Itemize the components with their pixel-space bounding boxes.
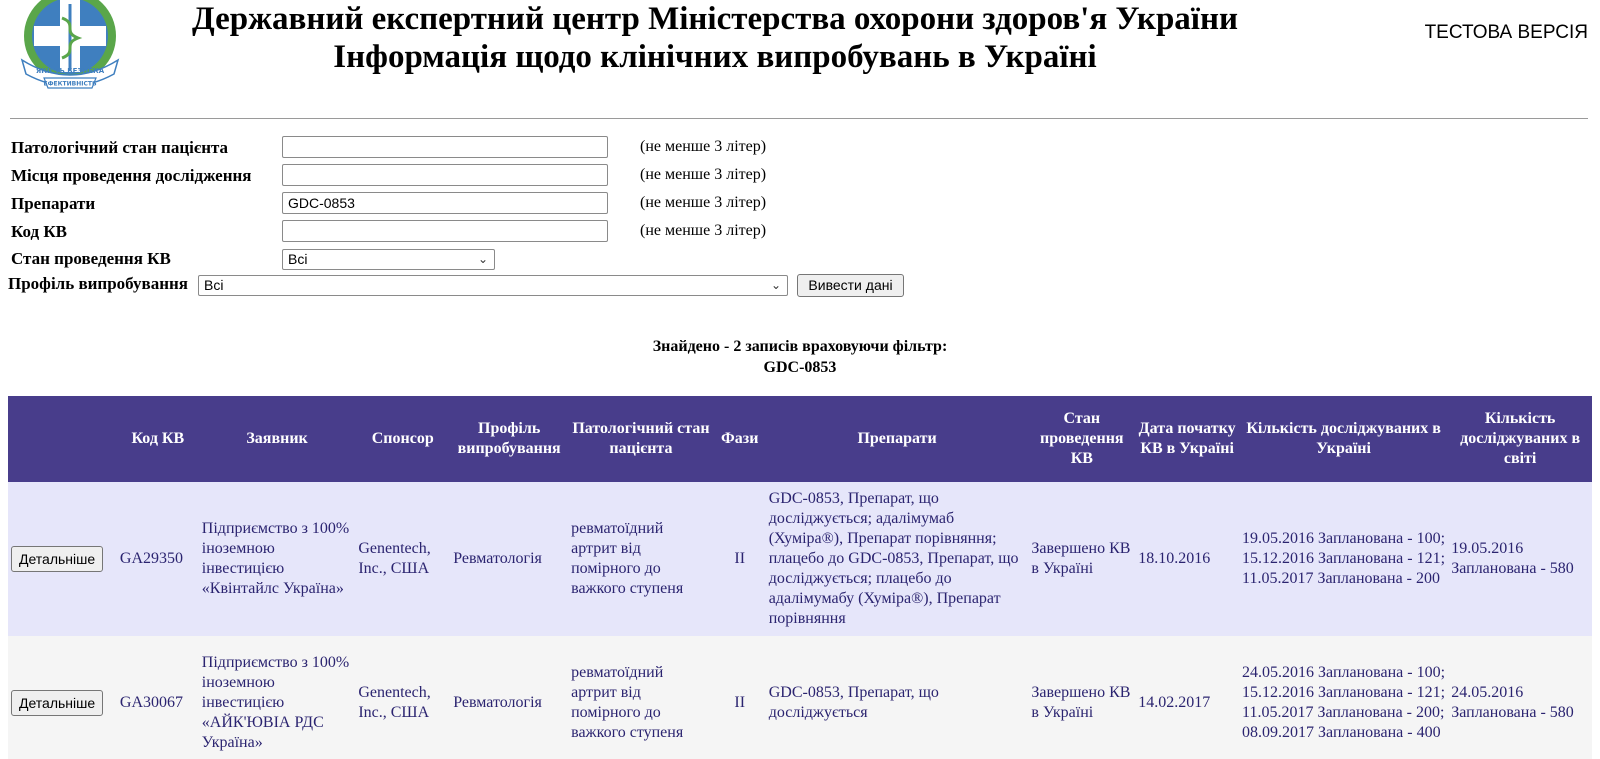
row-sponsor: Genentech, Inc., США bbox=[355, 482, 450, 636]
profile-select[interactable] bbox=[198, 275, 788, 296]
profile-select-value: Всі bbox=[204, 277, 224, 293]
pathology-hint: (не менше 3 літер) bbox=[640, 138, 767, 155]
row-code: GA29350 bbox=[117, 482, 199, 636]
row-phase: II bbox=[714, 636, 766, 759]
header-divider bbox=[10, 118, 1588, 119]
row-actions-cell bbox=[8, 636, 117, 759]
details-button[interactable]: Детальніше bbox=[11, 546, 103, 572]
row-drugs: GDC-0853, Препарат, що досліджується; адалімумаб (Хуміра®), Препарат порівняння; плацебо до GDC-0853, Препарат, що досліджується; плацебо до адалімумабу (Хуміра®), Препарат порівняння bbox=[766, 482, 1029, 636]
status-select-value: Всі bbox=[288, 251, 308, 267]
code-input[interactable] bbox=[282, 220, 608, 242]
sites-hint: (не менше 3 літер) bbox=[640, 166, 767, 183]
row-start-date: 18.10.2016 bbox=[1135, 482, 1239, 636]
title-line-2: Інформація щодо клінічних випробувань в Україні bbox=[333, 39, 1097, 75]
row-profile: Ревматологія bbox=[450, 636, 568, 759]
drugs-input[interactable] bbox=[282, 192, 608, 214]
row-count-world: 19.05.2016 Запланована - 580 bbox=[1448, 482, 1592, 636]
row-status: Завершено КВ в Україні bbox=[1028, 636, 1135, 759]
header-sponsor: Спонсор bbox=[355, 396, 450, 482]
test-version-label: ТЕСТОВА ВЕРСІЯ bbox=[1424, 22, 1588, 43]
row-status: Завершено КВ в Україні bbox=[1028, 482, 1135, 636]
row-phase: II bbox=[714, 482, 766, 636]
status-select[interactable] bbox=[282, 249, 495, 270]
title-line-1: Державний експертний центр Міністерства охорони здоров'я України bbox=[192, 1, 1238, 37]
row-actions-cell bbox=[8, 482, 117, 636]
header-code: Код КВ bbox=[117, 396, 199, 482]
row-count-ua: 19.05.2016 Запланована - 100; 15.12.2016 Запланована - 121; 11.05.2017 Запланована - 200 bbox=[1239, 482, 1448, 636]
row-pathology: ревматоїдний артрит від помірного до важкого ступеня bbox=[568, 636, 714, 759]
results-table bbox=[8, 396, 1592, 759]
results-filter: GDC-0853 bbox=[763, 359, 837, 376]
code-label: Код КВ bbox=[11, 222, 68, 241]
table-header-row bbox=[8, 396, 1592, 482]
pathology-label: Патологічний стан пацієнта bbox=[11, 138, 229, 157]
drugs-hint: (не менше 3 літер) bbox=[640, 194, 767, 211]
submit-button[interactable]: Вивести дані bbox=[797, 274, 904, 297]
header-applicant: Заявник bbox=[199, 396, 356, 482]
header-pathology: Патологічний стан пацієнта bbox=[568, 396, 714, 482]
header-drugs: Препарати bbox=[766, 396, 1029, 482]
status-label: Стан проведення КВ bbox=[11, 249, 171, 268]
header-count-ua: Кількість досліджуваних в Україні bbox=[1239, 396, 1448, 482]
header-profile: Профіль випробування bbox=[450, 396, 568, 482]
logo-text-bottom: ЕФЕКТИВНІСТЬ bbox=[43, 80, 97, 88]
row-profile: Ревматологія bbox=[450, 482, 568, 636]
row-drugs: GDC-0853, Препарат, що досліджується bbox=[766, 636, 1029, 759]
header-actions bbox=[8, 396, 117, 482]
header-status: Стан проведення КВ bbox=[1028, 396, 1135, 482]
header-phase: Фази bbox=[714, 396, 766, 482]
code-hint: (не менше 3 літер) bbox=[640, 222, 767, 239]
logo-text-top: ЯКІСТЬ БЕЗПЕКА bbox=[35, 67, 105, 75]
table-row bbox=[8, 636, 1592, 759]
row-count-ua: 24.05.2016 Запланована - 100; 15.12.2016 Запланована - 121; 11.05.2017 Запланована - 200; 08.09.2017 Запланована - 400 bbox=[1239, 636, 1448, 759]
row-pathology: ревматоїдний артрит від помірного до важкого ступеня bbox=[568, 482, 714, 636]
page-title bbox=[130, 0, 1300, 76]
table-row bbox=[8, 482, 1592, 636]
details-button[interactable]: Детальніше bbox=[11, 690, 103, 716]
pathology-input[interactable] bbox=[282, 136, 608, 158]
results-summary bbox=[0, 336, 1600, 378]
drugs-label: Препарати bbox=[11, 194, 96, 213]
row-count-world: 24.05.2016 Запланована - 580 bbox=[1448, 636, 1592, 759]
sites-input[interactable] bbox=[282, 164, 608, 186]
row-start-date: 14.02.2017 bbox=[1135, 636, 1239, 759]
header-start-date: Дата початку КВ в Україні bbox=[1135, 396, 1239, 482]
row-applicant: Підприємство з 100% іноземною інвестицією «АЙК'ЮВІА РДС Україна» bbox=[199, 636, 356, 759]
ministry-logo-icon bbox=[10, 0, 130, 94]
row-code: GA30067 bbox=[117, 636, 199, 759]
chevron-down-icon: ⌄ bbox=[477, 252, 488, 266]
row-applicant: Підприємство з 100% іноземною інвестицією «Квінтайлс Україна» bbox=[199, 482, 356, 636]
sites-label: Місця проведення дослідження bbox=[11, 166, 252, 185]
profile-label: Профіль випробування bbox=[8, 274, 188, 293]
row-sponsor: Genentech, Inc., США bbox=[355, 636, 450, 759]
results-count: Знайдено - 2 записів враховуючи фільтр: bbox=[652, 338, 948, 355]
header-count-world: Кількість досліджуваних в світі bbox=[1448, 396, 1592, 482]
chevron-down-icon: ⌄ bbox=[770, 278, 781, 292]
